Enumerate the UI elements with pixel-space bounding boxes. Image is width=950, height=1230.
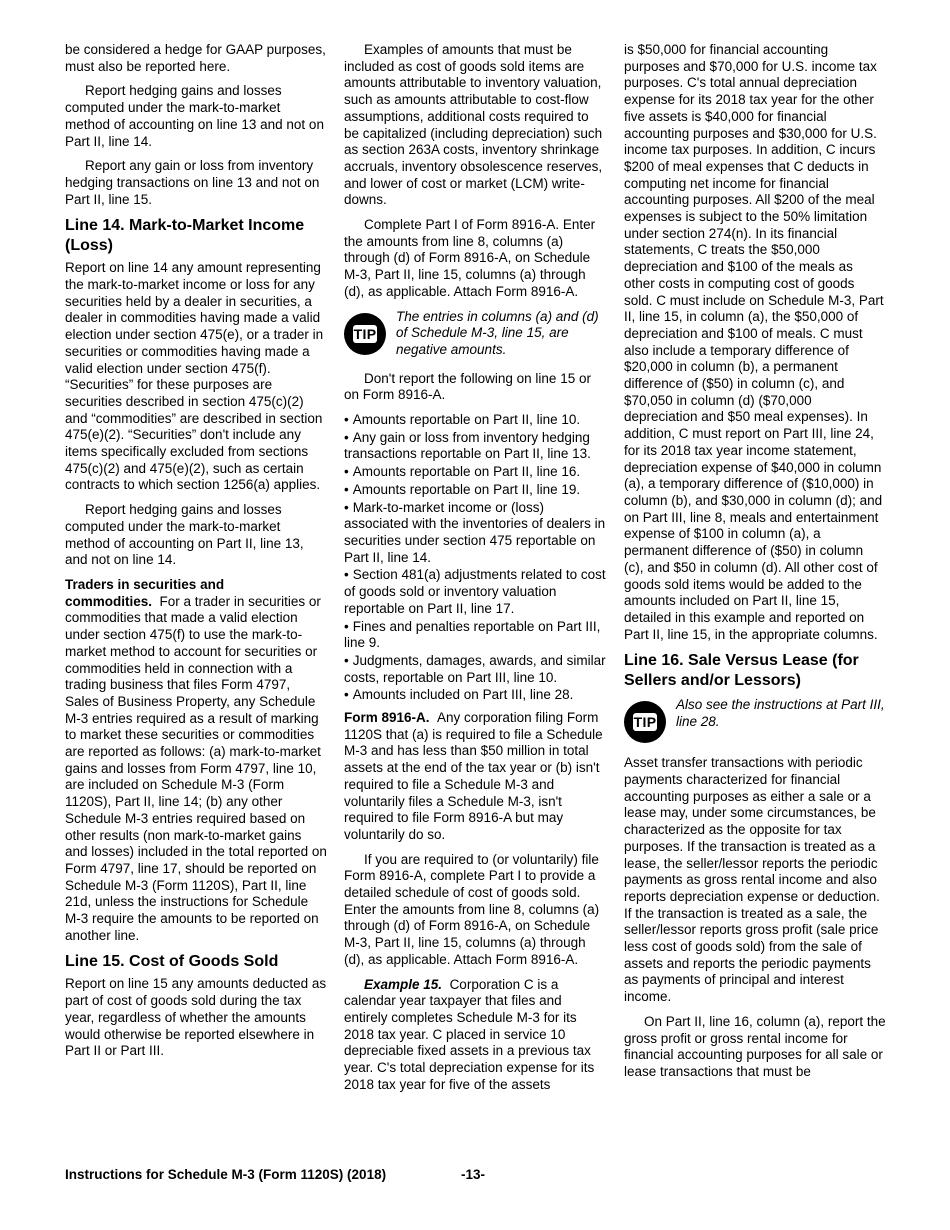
list-item: • Amounts reportable on Part II, line 19. bbox=[344, 481, 581, 497]
paragraph: Report any gain or loss from inventory hedging transactions on line 13 and not on Part II, line 15. bbox=[65, 158, 320, 207]
list-item: • Mark-to-market income or (loss) associated with the inventories of dealers in securities under section 475 reportable on Part II, line 14. bbox=[344, 499, 606, 565]
tip-text: The entries in columns (a) and (d) of Schedule M-3, line 15, are negative amounts. bbox=[396, 308, 599, 357]
list-item: • Section 481(a) adjustments related to cost of goods sold or inventory valuation reportable on Part II, line 17. bbox=[344, 567, 606, 616]
tip-icon: TIP bbox=[344, 313, 386, 355]
run-in-heading: Form 8916-A. bbox=[344, 710, 430, 726]
traders-paragraph bbox=[65, 577, 327, 944]
paragraph: Report hedging gains and losses computed under the mark-to-market method of accounting on Part II, line 13, and not on line 14. bbox=[65, 502, 304, 568]
section-heading-line-16: Line 16. Sale Versus Lease (for Sellers and/or Lessors) bbox=[624, 652, 859, 690]
paragraph: be considered a hedge for GAAP purposes, must also be reported here. bbox=[65, 42, 326, 74]
page-number: -13- bbox=[461, 1167, 486, 1182]
list-item: • Fines and penalties reportable on Part III, line 9. bbox=[344, 618, 601, 651]
paragraph: Examples of amounts that must be included as cost of goods sold items are amounts attributable to inventory valuation, such as amounts attributable to cost-flow assumptions, additional costs required to be capitalized (including depreciation) such as section 263A costs, inventory shrinkage accruals, inventory obsolescence reserves, and lower of cost or market (LCM) write-downs. bbox=[344, 42, 603, 208]
example-paragraph bbox=[344, 977, 606, 1094]
form-8916a-paragraph bbox=[344, 710, 606, 844]
run-in-heading: Traders in securities and commodities. bbox=[65, 576, 225, 609]
column-middle bbox=[344, 42, 606, 1101]
section-heading-line-14: Line 14. Mark-to-Market Income (Loss) bbox=[65, 217, 305, 255]
column-right bbox=[624, 42, 886, 1089]
paragraph: is $50,000 for financial accounting purposes and $70,000 for U.S. income tax purposes. C's total annual depreciation expense for its 2018 tax year for the other five assets is $40,000 for financial accounting purposes and $30,000 for U.S. income tax purposes. In addition, C incurs $200 of meal expenses that C deducts in computing net income for financial accounting purposes. All $200 of the meal expenses is subject to the 50% limitation under section 274(n). In its financial statements, C treats the $50,000 depreciation and $100 of the meals as other costs in computing cost of goods sold. C must include on Schedule M-3, Part II, line 15, in column (a), the $50,000 of depreciation and $100 of meals. C must also include a temporary difference of $20,000 in column (b), a permanent difference of ($50) in column (c), and $70,050 in column (d) ($70,000 depreciation and $50 meal expenses). In addition, C must report on Part III, line 24, for its 2018 tax year income statement, depreciation expense of $40,000 in column (a), a temporary difference of ($10,000) in column (b), and $30,000 in column (d); and on Part III, line 8, meals and entertainment expense of $100 in column (a), a permanent difference of ($50) in column (c), and $50 in column (d). All other cost of goods sold items would be added to the amounts included on Part II, line 15, detailed in this example and reported on Part II, line 15, in the appropriate columns. bbox=[624, 42, 884, 642]
tip-box bbox=[344, 309, 606, 359]
paragraph-body: Any corporation filing Form 1120S that (a) is required to file a Schedule M-3 and has less than $50 million in total assets at the end of the tax year or (b) isn't required to file a Schedule M-3 and voluntarily files a Schedule M-3, isn't required to file Form 8916-A but may voluntarily do so. bbox=[344, 710, 603, 842]
list-item: • Amounts reportable on Part II, line 16. bbox=[344, 464, 581, 480]
paragraph: On Part II, line 16, column (a), report the gross profit or gross rental income for financial accounting purposes for all sale or lease transactions that must be bbox=[624, 1013, 886, 1079]
example-label: Example 15. bbox=[364, 976, 443, 992]
paragraph: Asset transfer transactions with periodic payments characterized for financial accounting purposes as either a sale or a lease may, under some circumstances, be characterized as the opposite for tax purposes. If the transaction is treated as a lease, the seller/lessor reports the periodic payments as gross rental income and also reports depreciation expense or deduction. If the transaction is treated as a sale, the seller/lessor reports gross profit (sale price less cost of goods sold) from the sale of assets and reports the periodic payments as payments of principal and interest income. bbox=[624, 755, 880, 1005]
tip-text: Also see the instructions at Part III, line 28. bbox=[676, 697, 885, 730]
list-item: • Amounts reportable on Part II, line 10. bbox=[344, 412, 581, 428]
list-item: • Any gain or loss from inventory hedging transactions reportable on Part II, line 13. bbox=[344, 429, 591, 462]
tip-icon: TIP bbox=[624, 701, 666, 743]
paragraph: Report on line 14 any amount representing the mark-to-market income or loss for any securities held by a dealer in securities, a dealer in commodities having made a valid election under section 475(e), or a trader in securities or commodities having made a valid election under section 475(f). “Securities” for these purposes are securities described in section 475(c)(2) and “commodities” are described in section 475(e)(2). “Securities” don't include any items specifically excluded from sections 475(c)(2) and 475(e)(2), such as certain contracts to which section 1256(a) applies. bbox=[65, 260, 324, 493]
list-item: • Amounts included on Part III, line 28. bbox=[344, 687, 574, 703]
footer-title: Instructions for Schedule M-3 (Form 1120S) (2018) bbox=[65, 1167, 387, 1182]
tip-box bbox=[624, 697, 886, 743]
paragraph: If you are required to (or voluntarily) file Form 8916-A, complete Part I to provide a detailed schedule of cost of goods sold. Enter the amounts from line 8, columns (a) through (d) of Form 8916-A, on Schedule M-3, Part II, line 15, columns (a) through (d), as applicable. Attach Form 8916-A. bbox=[344, 851, 600, 967]
paragraph: Report on line 15 any amounts deducted as part of cost of goods sold during the tax year, regardless of whether the amounts would otherwise be reported elsewhere in Part II or Part III. bbox=[65, 976, 327, 1059]
paragraph: Complete Part I of Form 8916-A. Enter the amounts from line 8, columns (a) through (d) of Form 8916-A, on Schedule M-3, Part II, line 15, columns (a) through (d), as applicable. Attach Form 8916-A. bbox=[344, 217, 596, 299]
section-heading-line-15: Line 15. Cost of Goods Sold bbox=[65, 953, 279, 971]
paragraph-body: For a trader in securities or commodities that made a valid election under section 475(f) to use the mark-to-market method to account for securities or commodities held in connection with a trading business that files Form 4797, Sales of Business Property, any Schedule M-3 entries required as a result of marking to market these securities or commodities are reported as follows: (a) mark-to-market gains and losses from Form 4797, line 10, are included on Schedule M-3 (Form 1120S), Part II, line 14; (b) any other Schedule M-3 entries required based on other results (non mark-to-market gains and losses) included in the total reported on Form 4797, line 17, should be reported on Schedule M-3 (Form 1120S), Part II, line 21d, unless the instructions for Schedule M-3 require the amounts to be reported on another line. bbox=[65, 593, 327, 943]
list-item: • Judgments, damages, awards, and similar costs, reportable on Part III, line 10. bbox=[344, 652, 606, 685]
column-left bbox=[65, 42, 327, 1068]
paragraph: Don't report the following on line 15 or on Form 8916-A. bbox=[344, 370, 591, 403]
paragraph: Report hedging gains and losses computed under the mark-to-market method of accounting on line 13 and not on Part II, line 14. bbox=[65, 83, 324, 149]
paragraph-body: Corporation C is a calendar year taxpayer that files and entirely completes Schedule M-3 for its 2018 tax year. C placed in service 10 depreciable fixed assets in a previous tax year. C's total depreciation expense for its 2018 tax year for five of the assets bbox=[344, 976, 595, 1092]
